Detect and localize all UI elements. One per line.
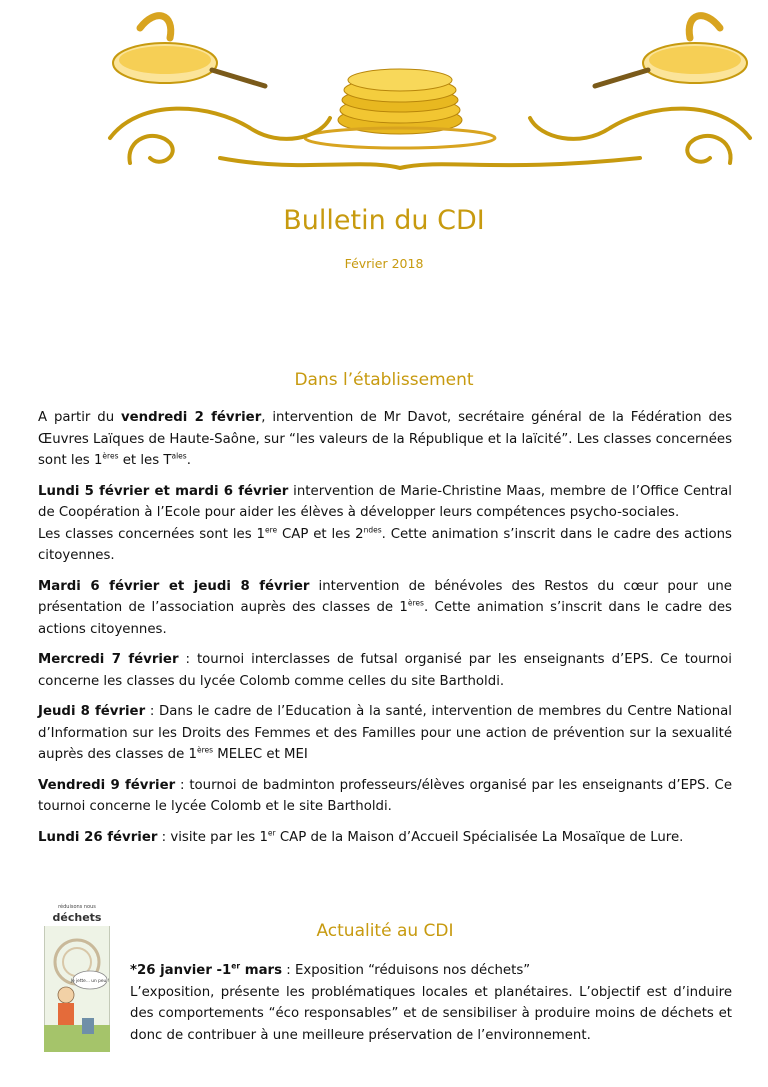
poster-subtitle: réduisons nous	[58, 904, 96, 910]
bold-date-text: Lundi 5 février et mardi 6 février	[38, 483, 289, 499]
paragraph-text: : tournoi de badminton professeurs/élèves organisé par les enseignants d’EPS. Ce tournoi concerne le lycée Colomb et le site Bartholdi.	[38, 777, 732, 814]
crepe-stack-icon	[305, 69, 495, 148]
superscript-text: ere	[264, 525, 278, 535]
poster-bubble-text: Je jette... un peu !	[70, 979, 110, 984]
bold-date-text: Lundi 26 février	[38, 829, 158, 845]
superscript-text: ndes	[363, 525, 382, 535]
superscript-text: er	[231, 961, 241, 971]
event-paragraph	[38, 701, 732, 766]
section-title-etablissement: Dans l’établissement	[294, 370, 474, 390]
right-pan-icon	[595, 16, 747, 86]
actualite-paragraph	[130, 960, 732, 1046]
bulletin-date: Février 2018	[344, 256, 424, 271]
poster-title: déchets	[52, 911, 102, 924]
event-paragraph	[38, 827, 732, 849]
superscript-text: ères	[102, 451, 119, 461]
paragraph-text: : Dans le cadre de l’Education à la santé, intervention de membres du Centre National d’Information sur les Droits des Femmes et des Familles pour une action de prévention sur la sexualité auprès des classes de 1	[38, 704, 732, 762]
dechets-poster-image	[44, 900, 110, 1052]
superscript-text: ères	[407, 598, 424, 608]
exposition-paragraph	[130, 960, 732, 1046]
etablissement-paragraphs	[38, 407, 732, 857]
event-paragraph	[38, 649, 732, 692]
bulletin-title: Bulletin du CDI	[283, 205, 485, 236]
superscript-text: ères	[196, 745, 214, 755]
paragraph-text: .	[186, 453, 191, 468]
paragraph-text: : visite par les 1	[157, 829, 268, 845]
paragraph-text: : Exposition “réduisons nos déchets”	[282, 963, 531, 978]
paragraph-text: L’exposition, présente les problématiques locales et planétaires. L’objectif est d’induire des comportements “éco responsables” et de sensibiliser à produire moins de déchets et donc de contribuer à une meilleure préservation de l’environnement.	[130, 984, 732, 1043]
superscript-text: ales	[171, 451, 187, 461]
bold-date-text: Mardi 6 février et jeudi 8 février	[38, 578, 310, 594]
paragraph-text: CAP de la Maison d’Accueil Spécialisée La Mosaïque de Lure.	[275, 829, 684, 845]
paragraph-text: . Cette animation s’inscrit dans le cadre des actions citoyennes.	[38, 600, 732, 637]
crepes-header-illustration	[100, 8, 760, 183]
event-paragraph	[38, 775, 732, 818]
paragraph-text: A partir du	[38, 410, 121, 425]
paragraph-text: CAP et les 2	[277, 526, 364, 542]
event-paragraph	[38, 407, 732, 472]
left-pan-icon	[113, 16, 265, 86]
paragraph-text: et les T	[118, 453, 172, 468]
paragraph-text: MELEC et MEI	[213, 747, 308, 762]
paragraph-text: intervention de Marie-Christine Maas, membre de l’Office Central de Coopération à l’Ecole pour aider les élèves à développer leurs compétences psycho-sociales.	[38, 483, 732, 520]
bold-date-text: *26 janvier -1	[130, 963, 232, 978]
bold-date-text: vendredi 2 février	[120, 410, 262, 425]
event-paragraph	[38, 576, 732, 641]
section-title-actualite: Actualité au CDI	[316, 921, 454, 941]
superscript-text: er	[267, 828, 276, 838]
bold-date-text: Mercredi 7 février	[38, 652, 179, 667]
event-paragraph	[38, 481, 732, 567]
paragraph-text: Les classes concernées sont les 1	[38, 526, 265, 542]
paragraph-text: . Cette animation s’inscrit dans le cadre des actions citoyennes.	[38, 526, 732, 563]
bold-date-text: mars	[240, 963, 283, 978]
paragraph-text: , intervention de Mr Davot, secrétaire général de la Fédération des Œuvres Laïques de Haute-Saône, sur “les valeurs de la République et la laïcité”. Les classes concernées sont les 1	[38, 410, 732, 468]
bold-date-text: Jeudi 8 février	[38, 704, 146, 719]
paragraph-text: : tournoi interclasses de futsal organisé par les enseignants d’EPS. Ce tournoi concerne les classes du lycée Colomb comme celles du site Bartholdi.	[38, 652, 733, 689]
bold-date-text: Vendredi 9 février	[38, 777, 176, 793]
paragraph-text: intervention de bénévoles des Restos du cœur pour une présentation de l’association auprès des classes de 1	[38, 578, 732, 615]
